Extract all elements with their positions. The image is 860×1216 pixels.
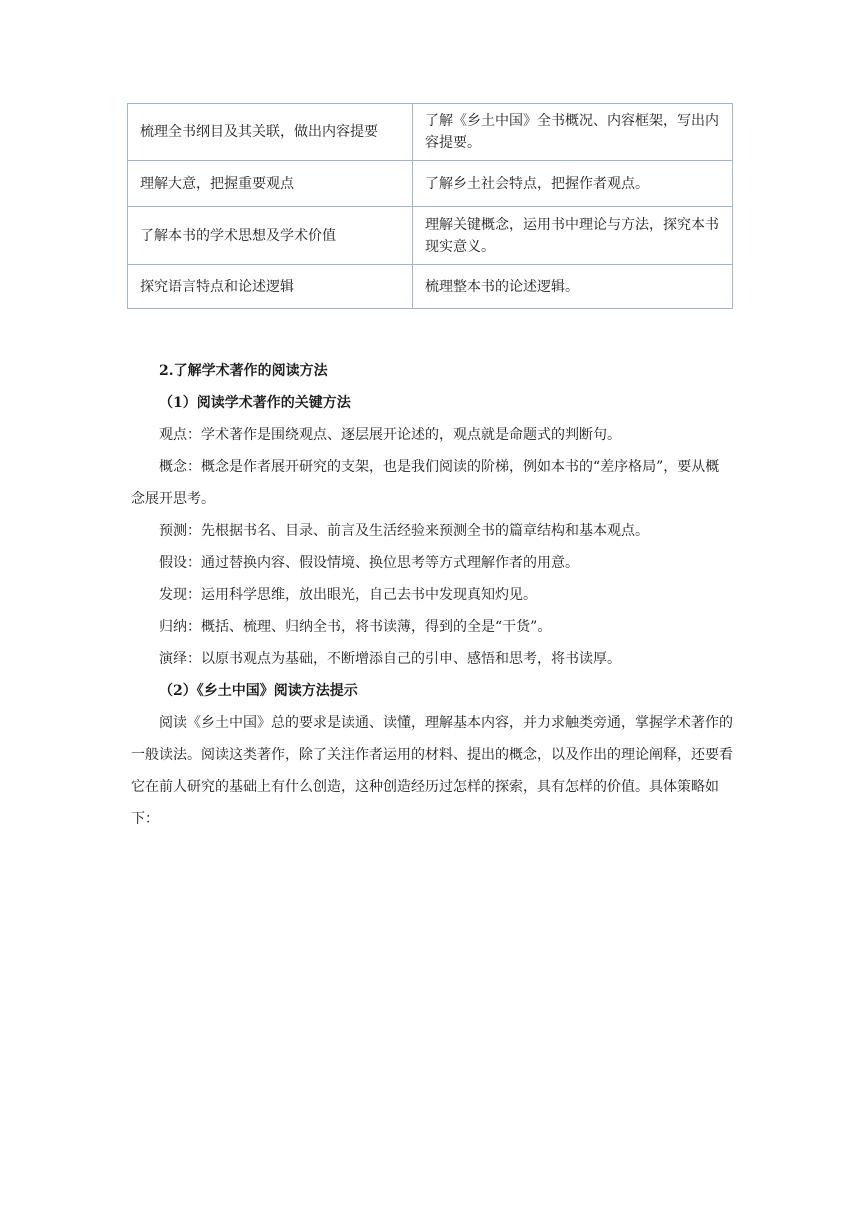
method-item: 发现：运用科学思维，放出眼光，自己去书中发现真知灼见。 (159, 587, 537, 603)
body-paragraph: 阅读《乡土中国》总的要求是读通、读懂，理解基本内容，并力求触类旁通，掌握学术著作的一般读法。阅读这类著作，除了关注作者运用的材料、提出的概念，以及作出的理论阐释，还要看它在前人研究的基础上有什么创造，这种创造经历过怎样的探索，具有怎样的价值。具体策略如下： (131, 715, 733, 827)
table-row (128, 161, 733, 207)
table-cell-goal: 了解本书的学术思想及学术价值 (128, 207, 413, 265)
table-row (128, 104, 733, 161)
table-cell-goal: 探究语言特点和论述逻辑 (128, 265, 413, 309)
section-heading: 2.了解学术著作的阅读方法 (159, 363, 328, 379)
table-cell-requirement: 理解关键概念，运用书中理论与方法，探究本书现实意义。 (413, 207, 733, 265)
table-cell-requirement: 了解《乡土中国》全书概况、内容框架，写出内容提要。 (413, 104, 733, 161)
subsection-heading: （1）阅读学术著作的关键方法 (159, 395, 351, 411)
reading-goals-table (127, 103, 733, 309)
table-row (128, 207, 733, 265)
method-item: 预测：先根据书名、目录、前言及生活经验来预测全书的篇章结构和基本观点。 (159, 523, 649, 539)
method-item: 假设：通过替换内容、假设情境、换位思考等方式理解作者的用意。 (159, 555, 579, 571)
table-cell-requirement: 梳理整本书的论述逻辑。 (413, 265, 733, 309)
method-item: 归纳：概括、梳理、归纳全书，将书读薄，得到的全是“干货”。 (159, 619, 552, 635)
method-item: 演绎：以原书观点为基础，不断增添自己的引申、感悟和思考，将书读厚。 (159, 651, 621, 667)
table-cell-requirement: 了解乡土社会特点，把握作者观点。 (413, 161, 733, 207)
method-item: 观点：学术著作是围绕观点、逐层展开论述的，观点就是命题式的判断句。 (159, 427, 621, 443)
subsection-heading: （2）《乡土中国》阅读方法提示 (159, 683, 358, 699)
table-cell-goal: 理解大意，把握重要观点 (128, 161, 413, 207)
section-body (131, 355, 733, 835)
table-cell-goal: 梳理全书纲目及其关联，做出内容提要 (128, 104, 413, 161)
method-item: 概念：概念是作者展开研究的支架，也是我们阅读的阶梯，例如本书的“差序格局”，要从概念展开思考。 (131, 459, 720, 507)
table-row (128, 265, 733, 309)
